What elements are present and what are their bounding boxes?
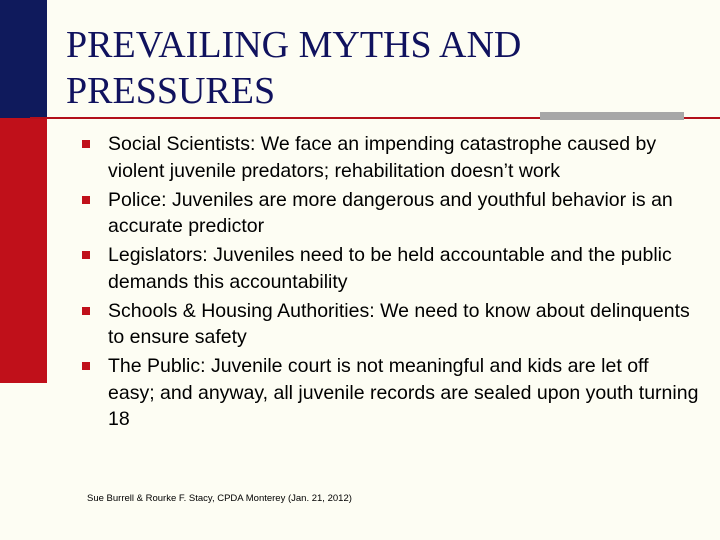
bullet-text: Legislators: Juveniles need to be held accountable and the public demands this accountability: [108, 244, 672, 293]
bullet-text: The Public: Juvenile court is not meaningful and kids are let off easy; and anyway, all juvenile records are sealed upon youth turning 18: [108, 355, 699, 430]
bullet-item: [60, 353, 700, 433]
bullet-text: Social Scientists: We face an impending catastrophe caused by violent juvenile predators; rehabilitation doesn’t work: [108, 133, 657, 182]
bullet-text: Schools & Housing Authorities: We need to know about delinquents to ensure safety: [108, 299, 690, 348]
square-bullet-icon: [82, 362, 90, 370]
bullet-text: Police: Juveniles are more dangerous and youthful behavior is an accurate predictor: [108, 188, 673, 237]
citation: Sue Burrell & Rourke F. Stacy, CPDA Monterey (Jan. 21, 2012): [87, 493, 352, 504]
left-accent-bar-navy: [0, 0, 47, 118]
square-bullet-icon: [82, 307, 90, 315]
bullet-list: [60, 131, 700, 435]
bullet-item: [60, 187, 700, 240]
bullet-item: [60, 298, 700, 351]
left-accent-bar-red: [0, 118, 47, 383]
bullet-item: [60, 242, 700, 295]
bullet-item: [60, 131, 700, 184]
square-bullet-icon: [82, 140, 90, 148]
square-bullet-icon: [82, 196, 90, 204]
title-divider-gray: [540, 112, 684, 120]
slide-title: PREVAILING MYTHS AND PRESSURES: [66, 24, 522, 112]
square-bullet-icon: [82, 251, 90, 259]
